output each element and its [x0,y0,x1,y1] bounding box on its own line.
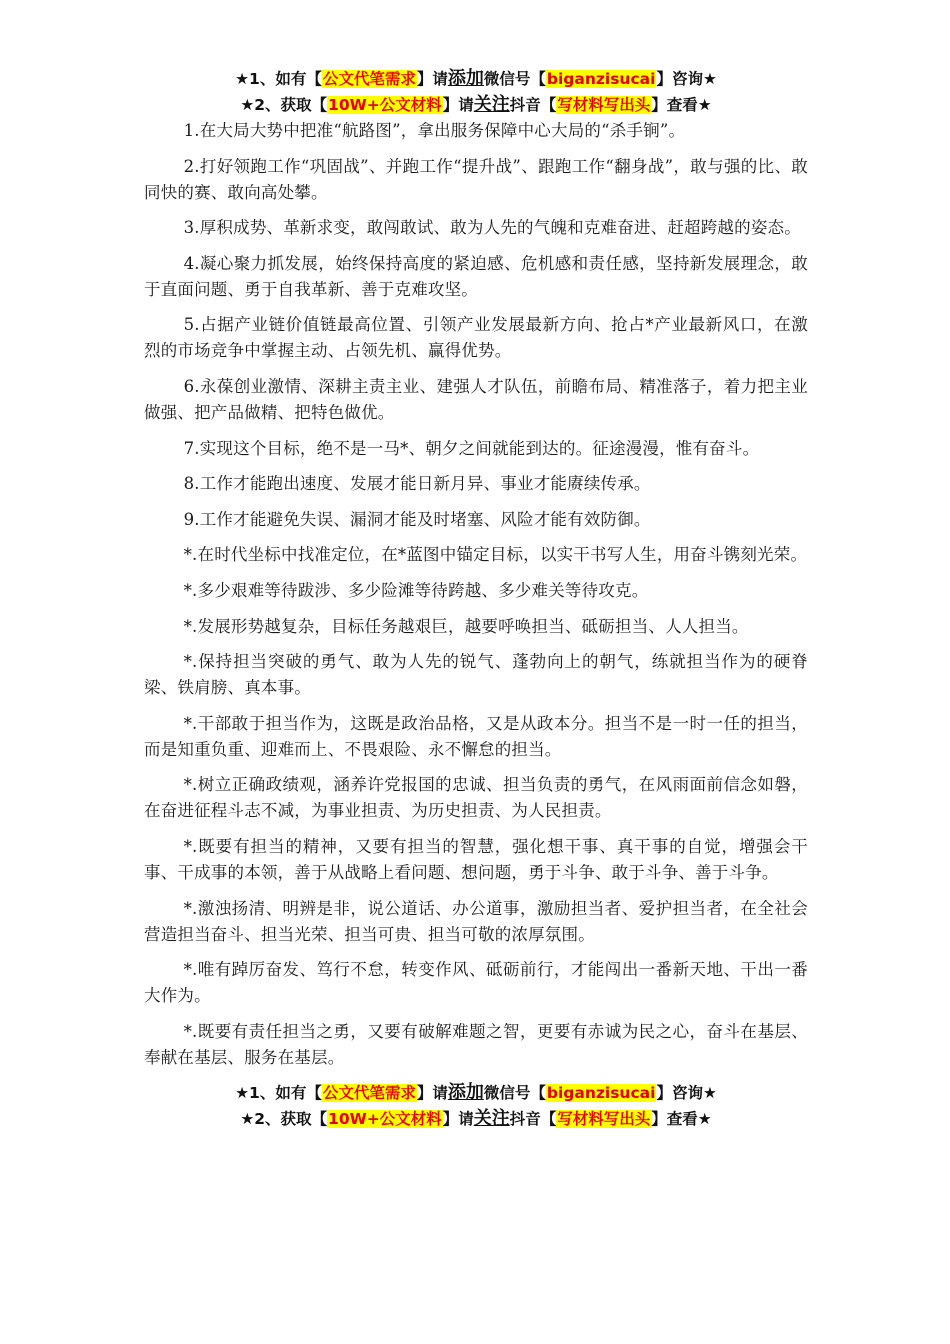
emphasis-follow: 关注 [473,1108,510,1130]
paragraph: 5.占据产业链价值链最高位置、引领产业发展最新方向、抢占*产业最新风口，在激烈的市场竞争中掌握主动、占领先机、赢得优势。 [144,315,808,361]
header-banner-line-2 [144,92,808,118]
highlight-service: 公文代笔需求 [322,1084,416,1103]
emphasis-follow: 关注 [473,94,510,115]
banner-text: 】请 [416,1084,448,1103]
header-banner [144,66,808,118]
emphasis-add: 添加 [447,1082,484,1104]
banner-text: 】请 [442,96,474,114]
body-content [144,118,808,1071]
header-banner-line-1 [144,66,808,92]
paragraph: *.唯有踔厉奋发、笃行不怠，转变作风、砥砺前行，才能闯出一番新天地、干出一番大作为。 [144,960,808,1006]
banner-text: 】查看★ [651,1110,712,1129]
paragraph: 4.凝心聚力抓发展，始终保持高度的紧迫感、危机感和责任感，坚持新发展理念，敢于直面问题、勇于自我革新、善于克难攻坚。 [144,253,808,299]
banner-text: 抖音【 [509,96,557,114]
paragraph: *.既要有担当的精神，又要有担当的智慧，强化想干事、真干事的自觉，增强会干事、干成事的本领，善于从战略上看问题、想问题，勇于斗争、敢于斗争、善于斗争。 [144,836,808,882]
banner-text: 】请 [442,1110,474,1129]
highlight-wechat-id: biganzisucai [546,1084,656,1103]
paragraph: *.保持担当突破的勇气、敢为人先的锐气、蓬勃向上的朝气，练就担当作为的硬脊梁、铁肩膀、真本事。 [144,652,808,698]
highlight-douyin-account: 写材料写出头 [557,96,651,114]
paragraph: *.多少艰难等待跋涉、多少险滩等待跨越、多少难关等待攻克。 [183,580,649,600]
banner-text: 】咨询★ [656,1084,717,1103]
paragraph: 1.在大局大势中把准“航路图”，拿出服务保障中心大局的“杀手锏”。 [183,121,686,140]
banner-text: 】请 [416,70,448,88]
paragraph: 8.工作才能跑出速度、发展才能日新月异、事业才能赓续传承。 [183,474,651,494]
paragraph: 9.工作才能避免失误、漏洞才能及时堵塞、风险才能有效防御。 [183,509,651,529]
highlight-materials: 10W+公文材料 [328,1110,442,1129]
banner-text: ★2、获取【 [240,96,328,114]
paragraph: 3.厚积成势、革新求变，敢闯敢试、敢为人先的气魄和克难奋进、赶超跨越的姿态。 [183,218,801,238]
paragraph: *.发展形势越复杂，目标任务越艰巨，越要呼唤担当、砥砺担当、人人担当。 [183,616,749,636]
emphasis-add: 添加 [447,68,484,89]
highlight-service: 公文代笔需求 [322,70,416,88]
footer-banner-line-2 [144,1106,808,1132]
banner-text: 】咨询★ [656,70,717,88]
footer-banner-line-1 [144,1080,808,1106]
paragraph: *.激浊扬清、明辨是非，说公道话、办公道事，激励担当者、爱护担当者，在全社会营造担当奋斗、担当光荣、担当可贵、担当可敬的浓厚氛围。 [144,898,808,944]
banner-text: 】查看★ [651,96,712,114]
paragraph: *.树立正确政绩观，涵养许党报国的忠诚、担当负责的勇气，在风雨面前信念如磐，在奋进征程斗志不减，为事业担责、为历史担责、为人民担责。 [144,775,808,821]
banner-text: 微信号【 [483,70,546,88]
footer-banner [144,1080,808,1132]
document-page [144,66,808,1132]
banner-text: ★1、如有【 [235,1084,322,1103]
paragraph: 6.永葆创业激情、深耕主责主业、建强人才队伍，前瞻布局、精准落子，着力把主业做强、把产品做精、把特色做优。 [144,376,808,422]
banner-text: ★1、如有【 [235,70,322,88]
paragraph: 2.打好领跑工作“巩固战”、并跑工作“提升战”、跟跑工作“翻身战”，敢与强的比、敢同快的赛、敢向高处攀。 [144,156,808,202]
banner-text: ★2、获取【 [240,1110,328,1129]
paragraph: 7.实现这个目标，绝不是一马*、朝夕之间就能到达的。征途漫漫，惟有奋斗。 [183,438,760,458]
paragraph: *.在时代坐标中找准定位，在*蓝图中锚定目标，以实干书写人生，用奋斗镌刻光荣。 [183,545,808,565]
highlight-douyin-account: 写材料写出头 [557,1110,651,1129]
paragraph: *.干部敢于担当作为，这既是政治品格，又是从政本分。担当不是一时一任的担当，而是知重负重、迎难而上、不畏艰险、永不懈怠的担当。 [144,713,808,759]
highlight-materials: 10W+公文材料 [328,96,442,114]
highlight-wechat-id: biganzisucai [546,70,656,88]
paragraph: *.既要有责任担当之勇，又要有破解难题之智，更要有赤诚为民之心，奋斗在基层、奉献在基层、服务在基层。 [144,1021,808,1067]
banner-text: 抖音【 [509,1110,557,1129]
banner-text: 微信号【 [483,1084,546,1103]
